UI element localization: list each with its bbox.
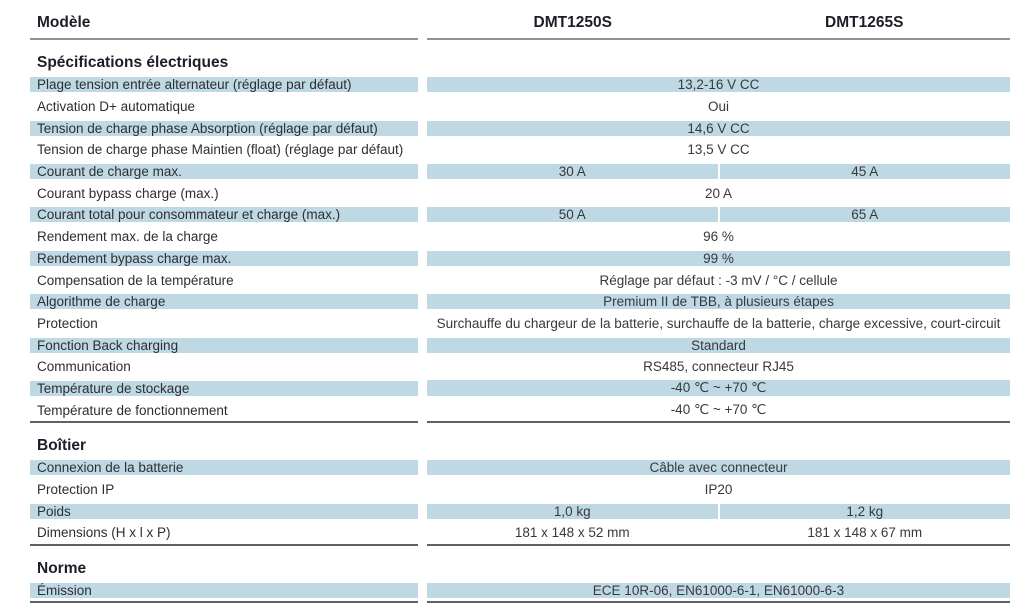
row-label: Courant de charge max. bbox=[30, 164, 418, 179]
table-row bbox=[30, 139, 1010, 161]
section-bottom-rule bbox=[30, 601, 1010, 603]
model-column-header: Modèle bbox=[37, 14, 91, 31]
section-title: Norme bbox=[37, 559, 87, 577]
row-value: ECE 10R-06, EN61000-6-1, EN61000-6-3 bbox=[427, 583, 1010, 598]
model-name-dmt1265s: DMT1265S bbox=[825, 14, 904, 31]
row-label: Dimensions (H x l x P) bbox=[37, 525, 171, 541]
row-label: Rendement bypass charge max. bbox=[30, 251, 418, 266]
row-value: Standard bbox=[427, 338, 1010, 353]
table-row bbox=[30, 204, 1010, 226]
row-label: Fonction Back charging bbox=[30, 338, 418, 353]
table-row bbox=[30, 313, 1010, 335]
row-value: Surchauffe du chargeur de la batterie, surchauffe de la batterie, charge excessive, court-circuit bbox=[436, 315, 1001, 331]
table-row bbox=[30, 500, 1010, 522]
row-value: Oui bbox=[707, 99, 729, 115]
model-name-dmt1250s: DMT1250S bbox=[533, 14, 612, 31]
row-value: IP20 bbox=[704, 482, 733, 498]
section-bottom-rule bbox=[30, 544, 1010, 546]
row-label: Connexion de la batterie bbox=[30, 460, 418, 475]
row-value: 13,5 V CC bbox=[687, 142, 750, 158]
table-row bbox=[30, 356, 1010, 378]
table-row bbox=[30, 161, 1010, 183]
row-value: -40 ℃ ~ +70 ℃ bbox=[427, 380, 1010, 396]
row-label: Émission bbox=[30, 583, 418, 598]
table-row bbox=[30, 291, 1010, 313]
row-label: Poids bbox=[30, 504, 418, 519]
sections bbox=[30, 52, 1010, 603]
row-label: Courant bypass charge (max.) bbox=[37, 185, 219, 201]
table-row bbox=[30, 334, 1010, 356]
row-value-model-1: 181 x 148 x 52 mm bbox=[514, 525, 630, 541]
table-row bbox=[30, 96, 1010, 118]
row-value-model-2: 1,2 kg bbox=[846, 503, 884, 519]
row-label: Plage tension entrée alternateur (réglage par défaut) bbox=[30, 77, 418, 92]
row-label: Température de stockage bbox=[30, 381, 418, 396]
row-label: Activation D+ automatique bbox=[37, 99, 195, 115]
table-row bbox=[30, 74, 1010, 96]
model-names bbox=[427, 14, 1010, 32]
row-value-model-2: 65 A bbox=[851, 207, 879, 223]
table-row bbox=[30, 522, 1010, 544]
row-label: Rendement max. de la charge bbox=[37, 229, 218, 245]
row-label: Communication bbox=[37, 359, 131, 375]
table-row bbox=[30, 457, 1010, 479]
table-row bbox=[30, 117, 1010, 139]
table-row bbox=[30, 580, 1010, 602]
section-title: Spécifications électriques bbox=[37, 54, 229, 71]
row-value: Câble avec connecteur bbox=[427, 460, 1010, 475]
row-value-model-1: 50 A bbox=[558, 207, 586, 223]
row-value: 20 A bbox=[704, 185, 733, 201]
row-value-model-2: 45 A bbox=[851, 164, 879, 180]
row-label: Température de fonctionnement bbox=[37, 402, 228, 418]
section-norme bbox=[30, 558, 1010, 604]
table-row bbox=[30, 378, 1010, 400]
row-value: 13,2-16 V CC bbox=[427, 77, 1010, 92]
header-underline bbox=[30, 38, 1010, 40]
row-value: 96 % bbox=[703, 229, 734, 245]
table-row bbox=[30, 248, 1010, 270]
row-label: Protection IP bbox=[37, 482, 115, 498]
row-value-model-1: 1,0 kg bbox=[553, 503, 591, 519]
section-boitier bbox=[30, 435, 1010, 546]
row-value-model-2: 181 x 148 x 67 mm bbox=[807, 525, 923, 541]
row-label: Protection bbox=[37, 315, 98, 331]
table-row bbox=[30, 479, 1010, 501]
row-value: 14,6 V CC bbox=[427, 121, 1010, 136]
section-bottom-rule bbox=[30, 421, 1010, 423]
row-label: Algorithme de charge bbox=[30, 294, 418, 309]
row-label: Compensation de la température bbox=[37, 272, 234, 288]
row-label: Tension de charge phase Absorption (réglage par défaut) bbox=[30, 121, 418, 136]
row-value-model-1: 30 A bbox=[558, 164, 586, 180]
section-specifications-electriques bbox=[30, 52, 1010, 423]
row-value bbox=[427, 207, 1010, 222]
table-header bbox=[30, 8, 1010, 38]
table-row bbox=[30, 226, 1010, 248]
row-value bbox=[427, 504, 1010, 519]
table-row bbox=[30, 269, 1010, 291]
row-value: -40 ℃ ~ +70 ℃ bbox=[670, 402, 767, 418]
table-row bbox=[30, 182, 1010, 204]
row-value bbox=[427, 525, 1010, 540]
row-label: Courant total pour consommateur et charge (max.) bbox=[30, 207, 418, 222]
section-title: Boîtier bbox=[37, 437, 87, 454]
row-value: RS485, connecteur RJ45 bbox=[643, 359, 794, 375]
row-value bbox=[427, 164, 1010, 179]
row-value: 99 % bbox=[427, 251, 1010, 266]
row-value: Premium II de TBB, à plusieurs étapes bbox=[427, 294, 1010, 309]
row-label: Tension de charge phase Maintien (float) (réglage par défaut) bbox=[37, 142, 404, 158]
table-row bbox=[30, 399, 1010, 421]
row-value: Réglage par défaut : -3 mV / °C / cellule bbox=[599, 272, 838, 288]
